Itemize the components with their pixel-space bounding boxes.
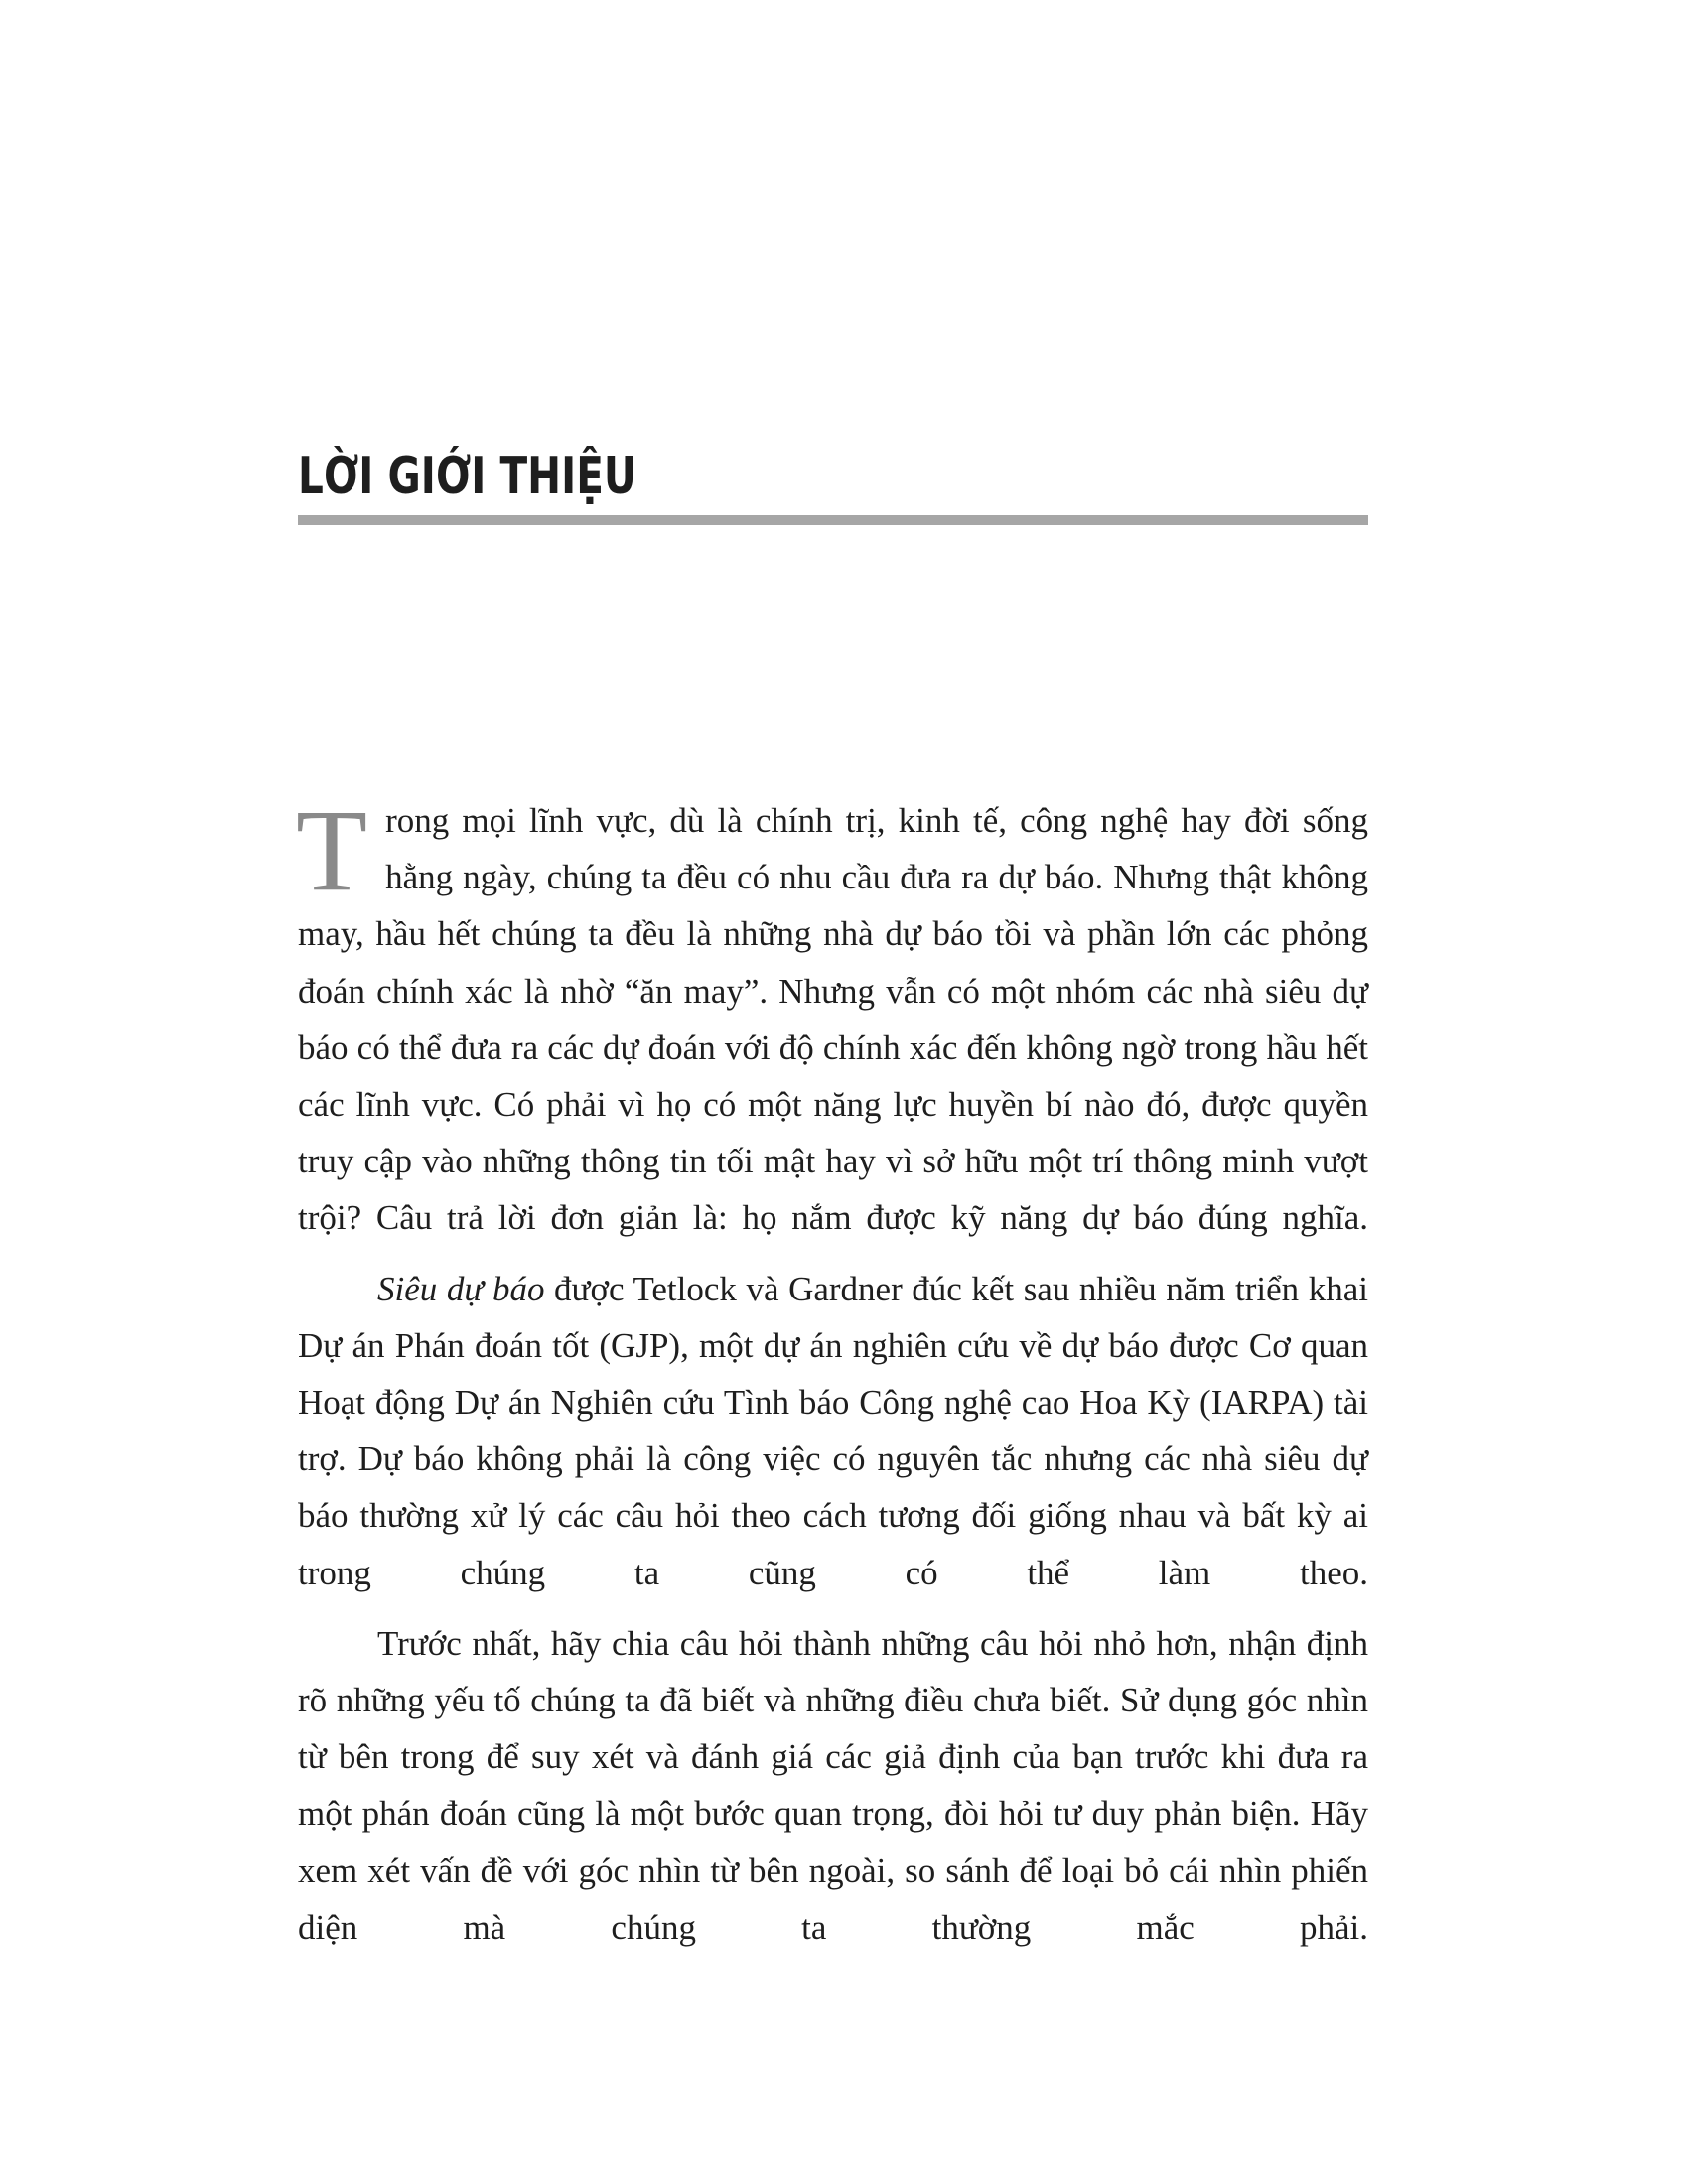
intro-paragraph-3 (298, 1615, 1368, 1956)
book-title-italic: Siêu dự báo (377, 1269, 545, 1308)
intro-paragraph-2-text: được Tetlock và Gardner đúc kết sau nhiều năm triển khai Dự án Phán đoán tốt (GJP), một dự án nghiên cứu về dự báo được Cơ quan Hoạt động Dự án Nghiên cứu Tình báo Công nghệ cao Hoa Kỳ (IARPA) tài trợ. Dự báo không phải là công việc có nguyên tắc nhưng các nhà siêu dự báo thường xử lý các câu hỏi theo cách tương đối giống nhau và bất kỳ ai trong chúng ta cũng có thể làm theo. (298, 1269, 1368, 1592)
intro-paragraph-1-text: rong mọi lĩnh vực, dù là chính trị, kinh tế, công nghệ hay đời sống hằng ngày, chúng ta đều có nhu cầu đưa ra dự báo. Nhưng thật không may, hầu hết chúng ta đều là những nhà dự báo tồi và phần lớn các phỏng đoán chính xác là nhờ “ăn may”. Nhưng vẫn có một nhóm các nhà siêu dự báo có thể đưa ra các dự đoán với độ chính xác đến không ngờ trong hầu hết các lĩnh vực. Có phải vì họ có một năng lực huyền bí nào đó, được quyền truy cập vào những thông tin tối mật hay vì sở hữu một trí thông minh vượt trội? Câu trả lời đơn giản là: họ nắm được kỹ năng dự báo đúng nghĩa. (298, 801, 1368, 1238)
intro-paragraph-2 (298, 1261, 1368, 1601)
title-underline-rule (298, 515, 1368, 525)
intro-paragraph-3-text: Trước nhất, hãy chia câu hỏi thành những câu hỏi nhỏ hơn, nhận định rõ những yếu tố chúng ta đã biết và những điều chưa biết. Sử dụng góc nhìn từ bên trong để suy xét và đánh giá các giả định của bạn trước khi đưa ra một phán đoán cũng là một bước quan trọng, đòi hỏi tư duy phản biện. Hãy xem xét vấn đề với góc nhìn từ bên ngoài, so sánh để loại bỏ cái nhìn phiến diện mà chúng ta thường mắc phải. (298, 1623, 1368, 1947)
chapter-title: LỜI GIỚI THIỆU (298, 447, 636, 506)
intro-body (296, 785, 1368, 1956)
drop-cap-letter: T (296, 785, 368, 915)
intro-paragraph-1 (296, 785, 1368, 1247)
